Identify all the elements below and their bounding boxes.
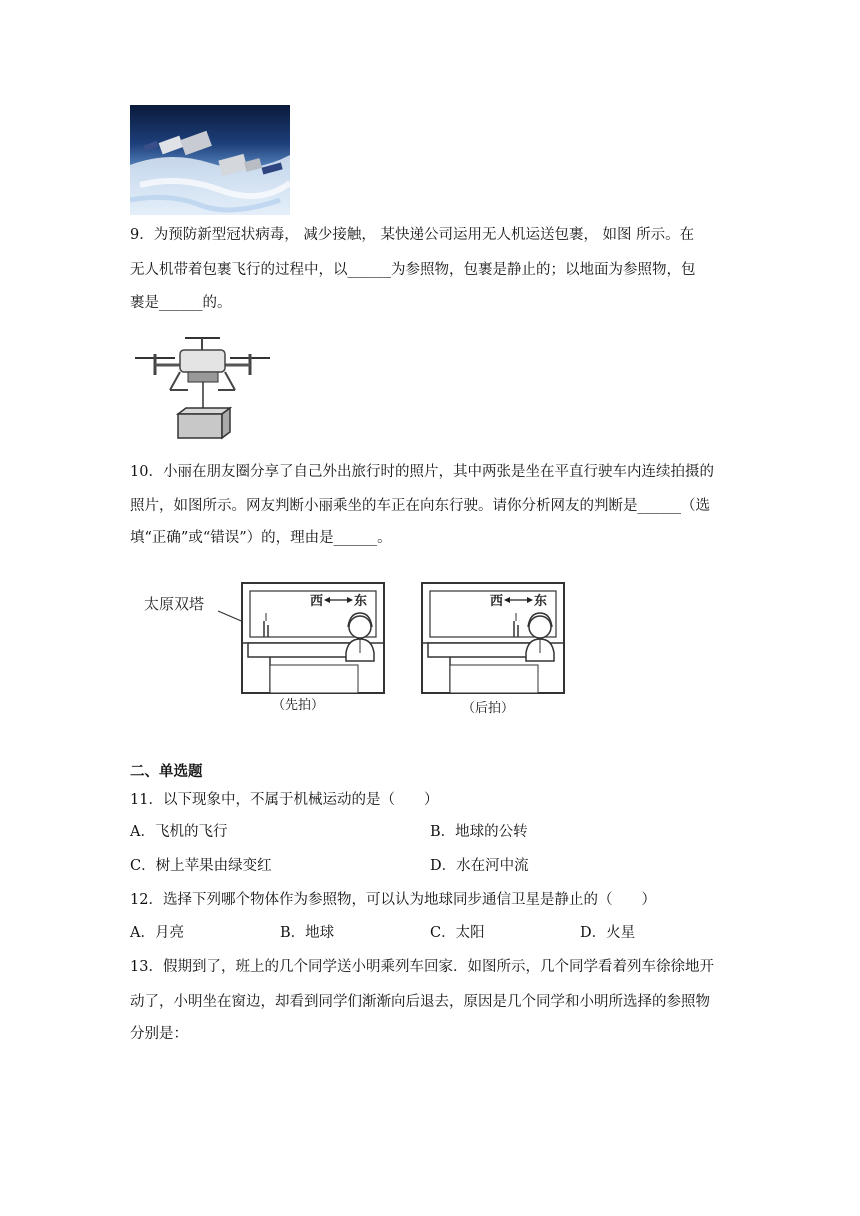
- svg-text:东: 东: [534, 594, 548, 609]
- question-13-line-3: 分别是：: [130, 1026, 188, 1042]
- question-9-line-3: 裹是______的。: [130, 295, 232, 311]
- q11-option-d: D．水在河中流: [430, 858, 529, 874]
- question-11-stem: 11．以下现象中，不属于机械运动的是（ ）: [130, 792, 439, 808]
- spacecraft-docking-photo: [130, 105, 290, 215]
- caption-after-photo: （后拍）: [462, 701, 515, 716]
- question-13-line-2: 动了，小明坐在窗边，却看到同学们渐渐向后退去，原因是几个同学和小明所选择的参照物: [130, 994, 710, 1010]
- photo-after: [422, 583, 564, 693]
- q11-option-a: A．飞机的飞行: [130, 824, 228, 840]
- photo-first: [242, 583, 384, 693]
- q12-option-a: A．月亮: [130, 925, 184, 941]
- q12-option-d: D．火星: [580, 925, 636, 941]
- question-10-line-1: 10．小丽在朋友圈分享了自己外出旅行时的照片，其中两张是坐在平直行驶车内连续拍摄的: [130, 464, 714, 480]
- question-10-line-3: 填“正确”或“错误”）的，理由是______。: [130, 530, 392, 546]
- question-9-line-1: 9．为预防新型冠状病毒， 减少接触， 某快递公司运用无人机运送包裹， 如图 所示。在: [130, 227, 695, 243]
- drone-with-package-image: [130, 330, 275, 442]
- question-10-line-2: 照片，如图所示。网友判断小丽乘坐的车正在向东行驶。请你分析网友的判断是______（选: [130, 498, 710, 514]
- svg-text:东: 东: [354, 594, 368, 609]
- q12-option-c: C．太阳: [430, 925, 485, 941]
- q11-option-b: B．地球的公转: [430, 824, 528, 840]
- q11-option-c: C．树上苹果由绿变红: [130, 858, 272, 874]
- q12-option-b: B．地球: [280, 925, 335, 941]
- question-12-stem: 12．选择下列哪个物体作为参照物，可以认为地球同步通信卫星是静止的（ ）: [130, 892, 656, 908]
- svg-text:西: 西: [490, 594, 504, 609]
- tower-photos-figure: [130, 575, 600, 725]
- section-title-single-choice: 二、单选题: [130, 764, 203, 780]
- caption-first-photo: （先拍）: [272, 698, 325, 713]
- tower-label: 太原双塔: [144, 595, 205, 613]
- question-9-line-2: 无人机带着包裹飞行的过程中，以______为参照物，包裹是静止的；以地面为参照物，包: [130, 262, 696, 278]
- question-13-line-1: 13．假期到了，班上的几个同学送小明乘列车回家．如图所示，几个同学看着列车徐徐地开: [130, 959, 714, 975]
- svg-text:西: 西: [310, 594, 324, 609]
